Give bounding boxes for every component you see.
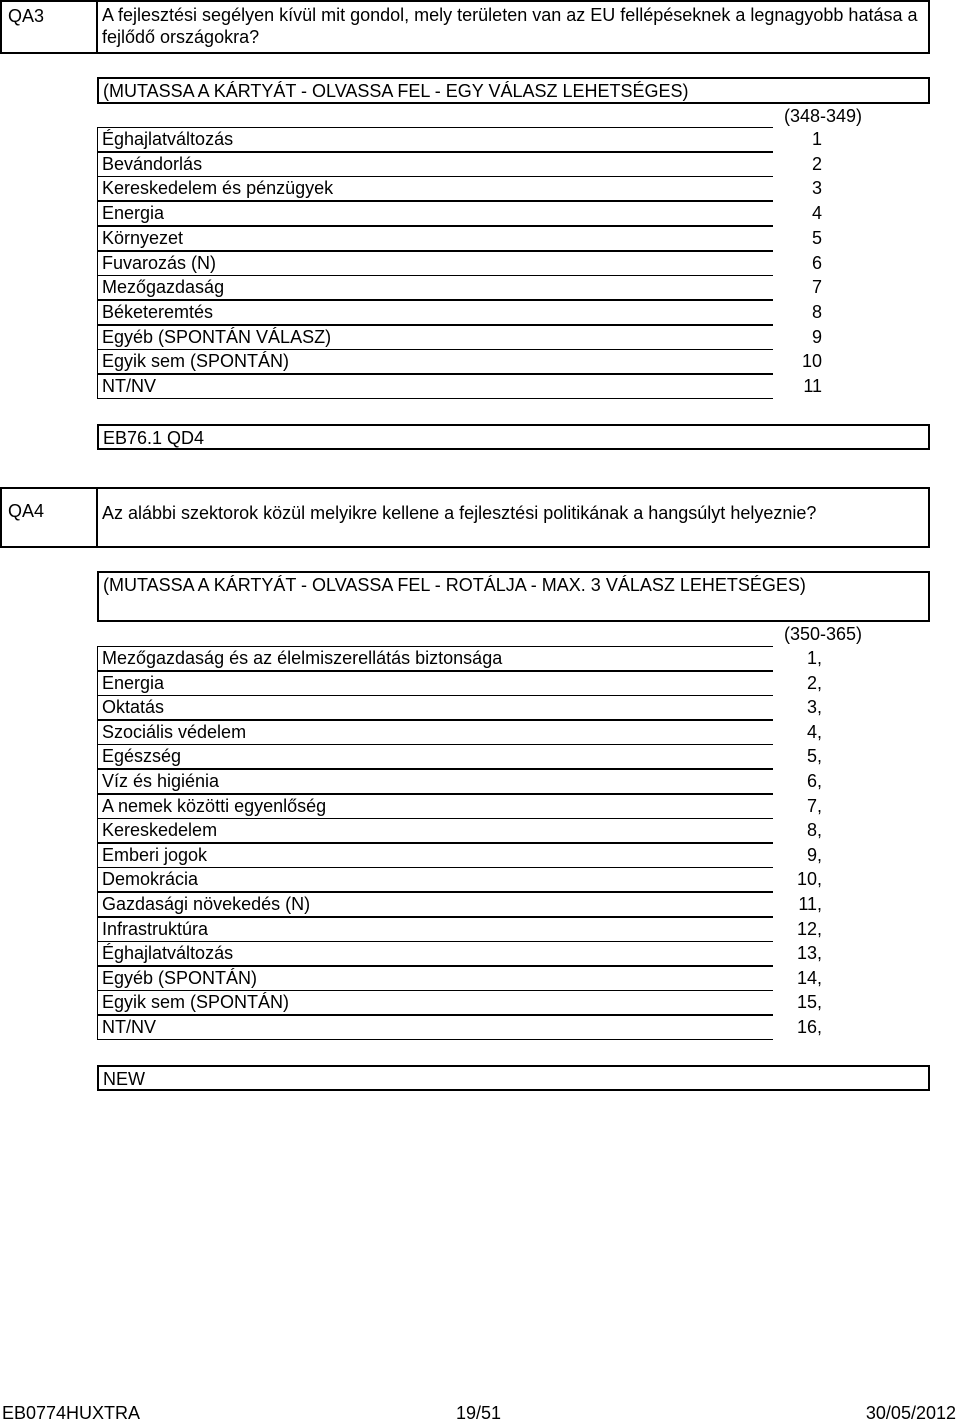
qa3-instruction-text: (MUTASSA A KÁRTYÁT - OLVASSA FEL - EGY VÁLASZ LEHETSÉGES) [103, 81, 689, 101]
qa3-option-label: Energia [97, 201, 773, 226]
qa3-option-label: Környezet [97, 226, 773, 251]
qa4-option-code: 15, [796, 992, 822, 1013]
qa4-instruction-text: (MUTASSA A KÁRTYÁT - OLVASSA FEL - ROTÁLJA - MAX. 3 VÁLASZ LEHETSÉGES) [103, 575, 806, 595]
qa4-option-code: 3, [806, 697, 822, 718]
qa3-option-code: 11 [803, 376, 822, 396]
qa4-option-label: Mezőgazdaság és az élelmiszerellátás biztonsága [97, 646, 773, 671]
qa4-id [0, 487, 98, 548]
qa3-option-label: Bevándorlás [97, 152, 773, 177]
qa4-option-label: Demokrácia [97, 867, 773, 892]
qa3-option-label: Egyik sem (SPONTÁN) [97, 349, 773, 374]
qa3-option-code: 6 [811, 252, 822, 273]
qa4-option-code: 16, [796, 1017, 822, 1037]
qa4-option-label: Egészség [97, 744, 773, 769]
qa3-option-label: Béketeremtés [97, 300, 773, 325]
qa4-option-label: Gazdasági növekedés (N) [97, 892, 773, 917]
qa4-question [96, 487, 930, 548]
qa4-source [97, 1065, 930, 1091]
qa4-option-code: 6, [806, 771, 822, 791]
qa4-source-text: NEW [103, 1069, 145, 1089]
footer-date: 30/05/2012 [865, 1403, 956, 1423]
qa4-option-label: Infrastruktúra [97, 917, 773, 942]
qa4-option-code: 4, [806, 721, 822, 742]
qa3-option-code: 8 [811, 301, 822, 322]
qa3-source [97, 424, 930, 450]
qa4-id-text: QA4 [8, 501, 45, 521]
qa4-option-code: 10, [796, 869, 822, 890]
qa3-option-label: Fuvarozás (N) [97, 251, 773, 276]
qa3-option-label: Éghajlatváltozás [97, 127, 773, 152]
qa3-question [96, 0, 930, 54]
qa4-option-label: Egyik sem (SPONTÁN) [97, 990, 773, 1015]
qa3-code-range: (348-349) [783, 106, 862, 126]
qa4-instruction [97, 571, 930, 622]
footer-doc-id: EB0774HUXTRA [2, 1403, 141, 1423]
qa4-option-code: 8, [806, 820, 822, 841]
qa3-option-code: 2 [811, 153, 822, 174]
qa4-option-label: Egyéb (SPONTÁN) [97, 966, 773, 991]
qa3-instruction [97, 77, 930, 104]
qa4-option-code: 12, [796, 918, 822, 939]
qa4-option-label: Éghajlatváltozás [97, 941, 773, 966]
qa4-code-range: (350-365) [783, 624, 862, 644]
qa4-option-code: 2, [806, 672, 822, 693]
qa4-question-text: Az alábbi szektorok közül melyikre kellene a fejlesztési politikának a hangsúlyt helyeznie? [102, 503, 817, 523]
qa3-option-code: 4 [811, 203, 822, 224]
qa3-option-label: NT/NV [97, 374, 773, 399]
qa4-option-code: 5, [806, 746, 822, 767]
qa4-option-label: A nemek közötti egyenlőség [97, 794, 773, 819]
qa3-option-code: 7 [811, 277, 822, 298]
qa3-option-code: 1 [811, 129, 822, 149]
qa3-id-text: QA3 [8, 6, 45, 26]
qa4-option-code: 1, [806, 648, 822, 668]
qa3-option-code: 5 [811, 227, 822, 248]
footer-page-number: 19/51 [456, 1403, 502, 1423]
qa4-option-code: 7, [806, 795, 822, 816]
qa3-question-text: A fejlesztési segélyen kívül mit gondol, mely területen van az EU fellépéseknek a legnagyobb hatása a fejlődő országokra? [102, 5, 918, 47]
qa3-option-label: Egyéb (SPONTÁN VÁLASZ) [97, 325, 773, 350]
qa4-option-label: Energia [97, 671, 773, 696]
qa4-option-label: Oktatás [97, 695, 773, 720]
qa3-option-code: 3 [811, 178, 822, 199]
qa4-option-code: 14, [796, 967, 822, 988]
qa4-option-label: Emberi jogok [97, 843, 773, 868]
qa3-source-text: EB76.1 QD4 [103, 428, 205, 448]
qa3-option-code: 9 [811, 326, 822, 347]
qa4-option-label: NT/NV [97, 1015, 773, 1040]
qa4-option-label: Szociális védelem [97, 720, 773, 745]
qa4-option-code: 9, [806, 844, 822, 865]
qa3-id [0, 0, 98, 54]
qa4-option-label: Víz és higiénia [97, 769, 773, 794]
qa3-option-label: Mezőgazdaság [97, 275, 773, 300]
qa3-option-code: 10 [801, 351, 822, 372]
qa4-option-label: Kereskedelem [97, 818, 773, 843]
qa3-option-label: Kereskedelem és pénzügyek [97, 176, 773, 201]
qa4-option-code: 13, [796, 943, 822, 964]
qa4-option-code: 11, [798, 894, 822, 914]
